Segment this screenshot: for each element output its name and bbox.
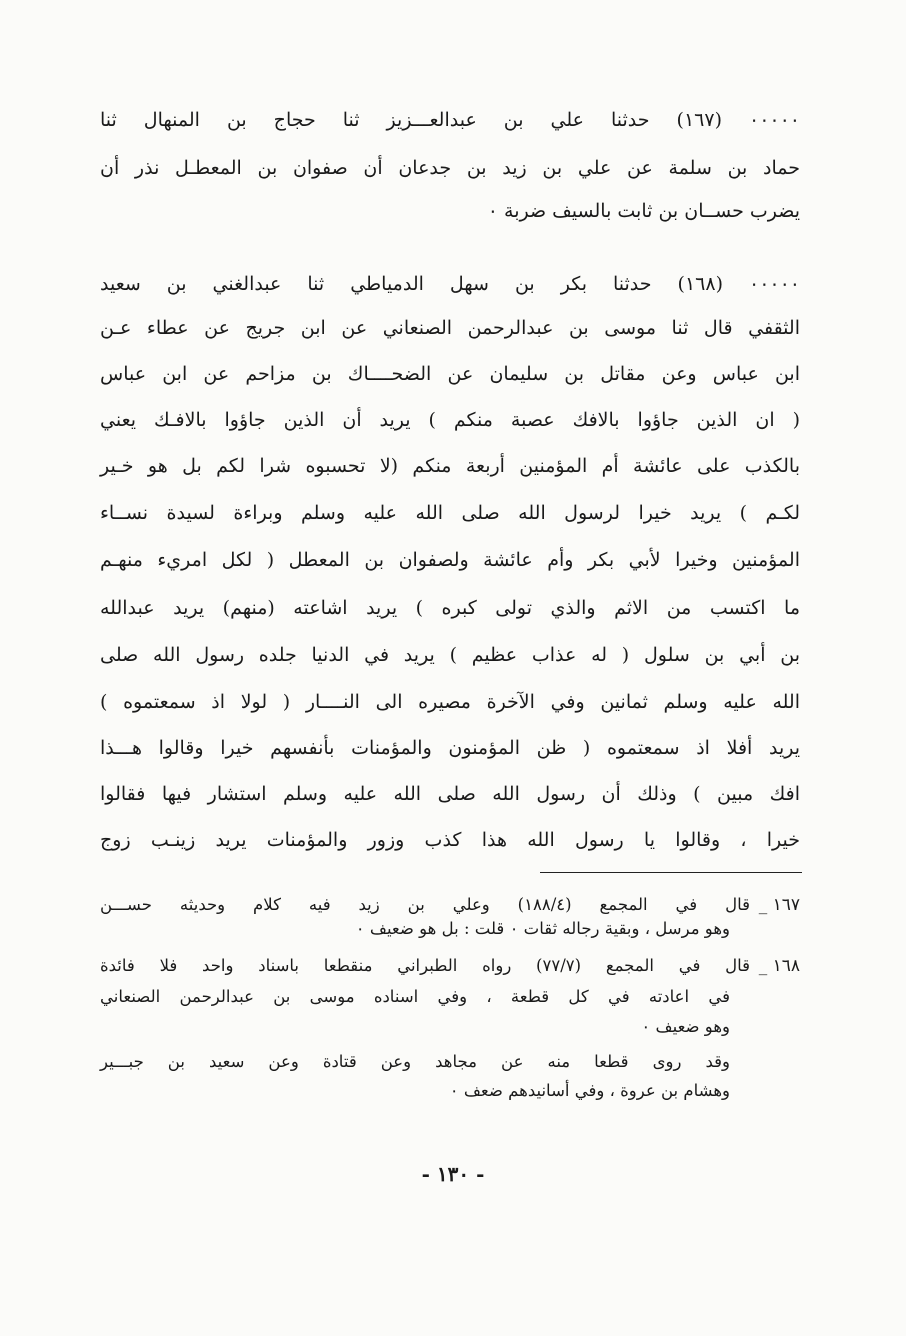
footnote-number: ١٦٨ _ [758,956,800,976]
text-line: حماد بن سلمة عن علي بن زيد بن جدعان أن صفوان بن المعطـل نذر أن [100,157,800,179]
footnote-line: وهشام بن عروة ، وفي أسانيدهم ضعف ٠ [449,1081,730,1100]
footnotes [100,0,800,1120]
text-line: يضرب حســان بن ثابت بالسيف ضربة ٠ [487,200,800,222]
page-number: - ١٣٠ - [421,1162,485,1186]
footnote-line: قال في المجمع (٧٧/٧) رواه الطبراني منقطعا باسناد واحد فلا فائدة [100,956,751,975]
text-line: افك مبين ) وذلك أن رسول الله صلى الله عليه وسلم استشار فيها فقالوا [100,783,800,805]
footnote-line: في اعادته في كل قطعة ، وفي اسناده موسى بن عبدالرحمن الصنعاني [100,987,730,1006]
footnote-number: ١٦٧ _ [758,895,800,915]
text-line: خيرا ، وقالوا يا رسول الله هذا كذب وزور والمؤمنات يريد زينـب زوج [100,829,800,851]
text-line: ٠٠٠٠٠ (١٦٨) حدثنا بكر بن سهل الدمياطي ثنا عبدالغني بن سعيد [100,273,801,295]
text-line: ٠٠٠٠٠ (١٦٧) حدثنا علي بن عبدالعـــزيز ثنا حجاج بن المنهال ثنا [100,109,801,131]
text-line: الثقفي قال ثنا موسى بن عبدالرحمن الصنعاني عن ابن جريج عن عطاء عـن [100,317,800,339]
text-line: بن أبي بن سلول ( له عذاب عظيم ) يريد في الدنيا جلده رسول الله صلى [100,644,800,666]
text-line: الله عليه وسلم ثمانين وفي الآخرة مصيره الى النــــار ( لولا اذ سمعتموه ) [100,691,800,713]
text-line: المؤمنين وخيرا لأبي بكر وأم عائشة ولصفوان بن المعطل ( لكل امريء منهـم [100,549,800,571]
footnote-line: وقد روى قطعا منه عن مجاهد وعن قتادة وعن سعيد بن جبـــير [100,1052,730,1071]
footnote-line: وهو مرسل ، وبقية رجاله ثقات ٠ قلت : بل هو ضعيف ٠ [355,919,730,938]
text-line: بالكذب على عائشة أم المؤمنين أربعة منكم (لا تحسبوه شرا لكم بل هو خـير [100,455,800,477]
footnote-line: وهو ضعيف ٠ [641,1017,730,1036]
text-line: يريد أفلا اذ سمعتموه ( ظن المؤمنون والمؤمنات بأنفسهم خيرا وقالوا هـــذا [100,737,800,759]
text-line: لكـم ) يريد خيرا لرسول الله صلى الله عليه وسلم وبراءة لسيدة نســاء [100,502,800,524]
text-line: ما اكتسب من الاثم والذي تولى كبره ) يريد اشاعته (منهم) يريد عبدالله [100,597,800,619]
footnote-line: قال في المجمع (١٨٨/٤) وعلي بن زيد فيه كلام وحديثه حســـن [100,895,750,914]
text-line: ابن عباس وعن مقاتل بن سليمان عن الضحــــاك بن مزاحم عن ابن عباس [100,363,800,385]
text-line: ( ان الذين جاؤوا بالافك عصبة منكم ) يريد أن الذين جاؤوا بالافـك يعني [100,409,800,431]
